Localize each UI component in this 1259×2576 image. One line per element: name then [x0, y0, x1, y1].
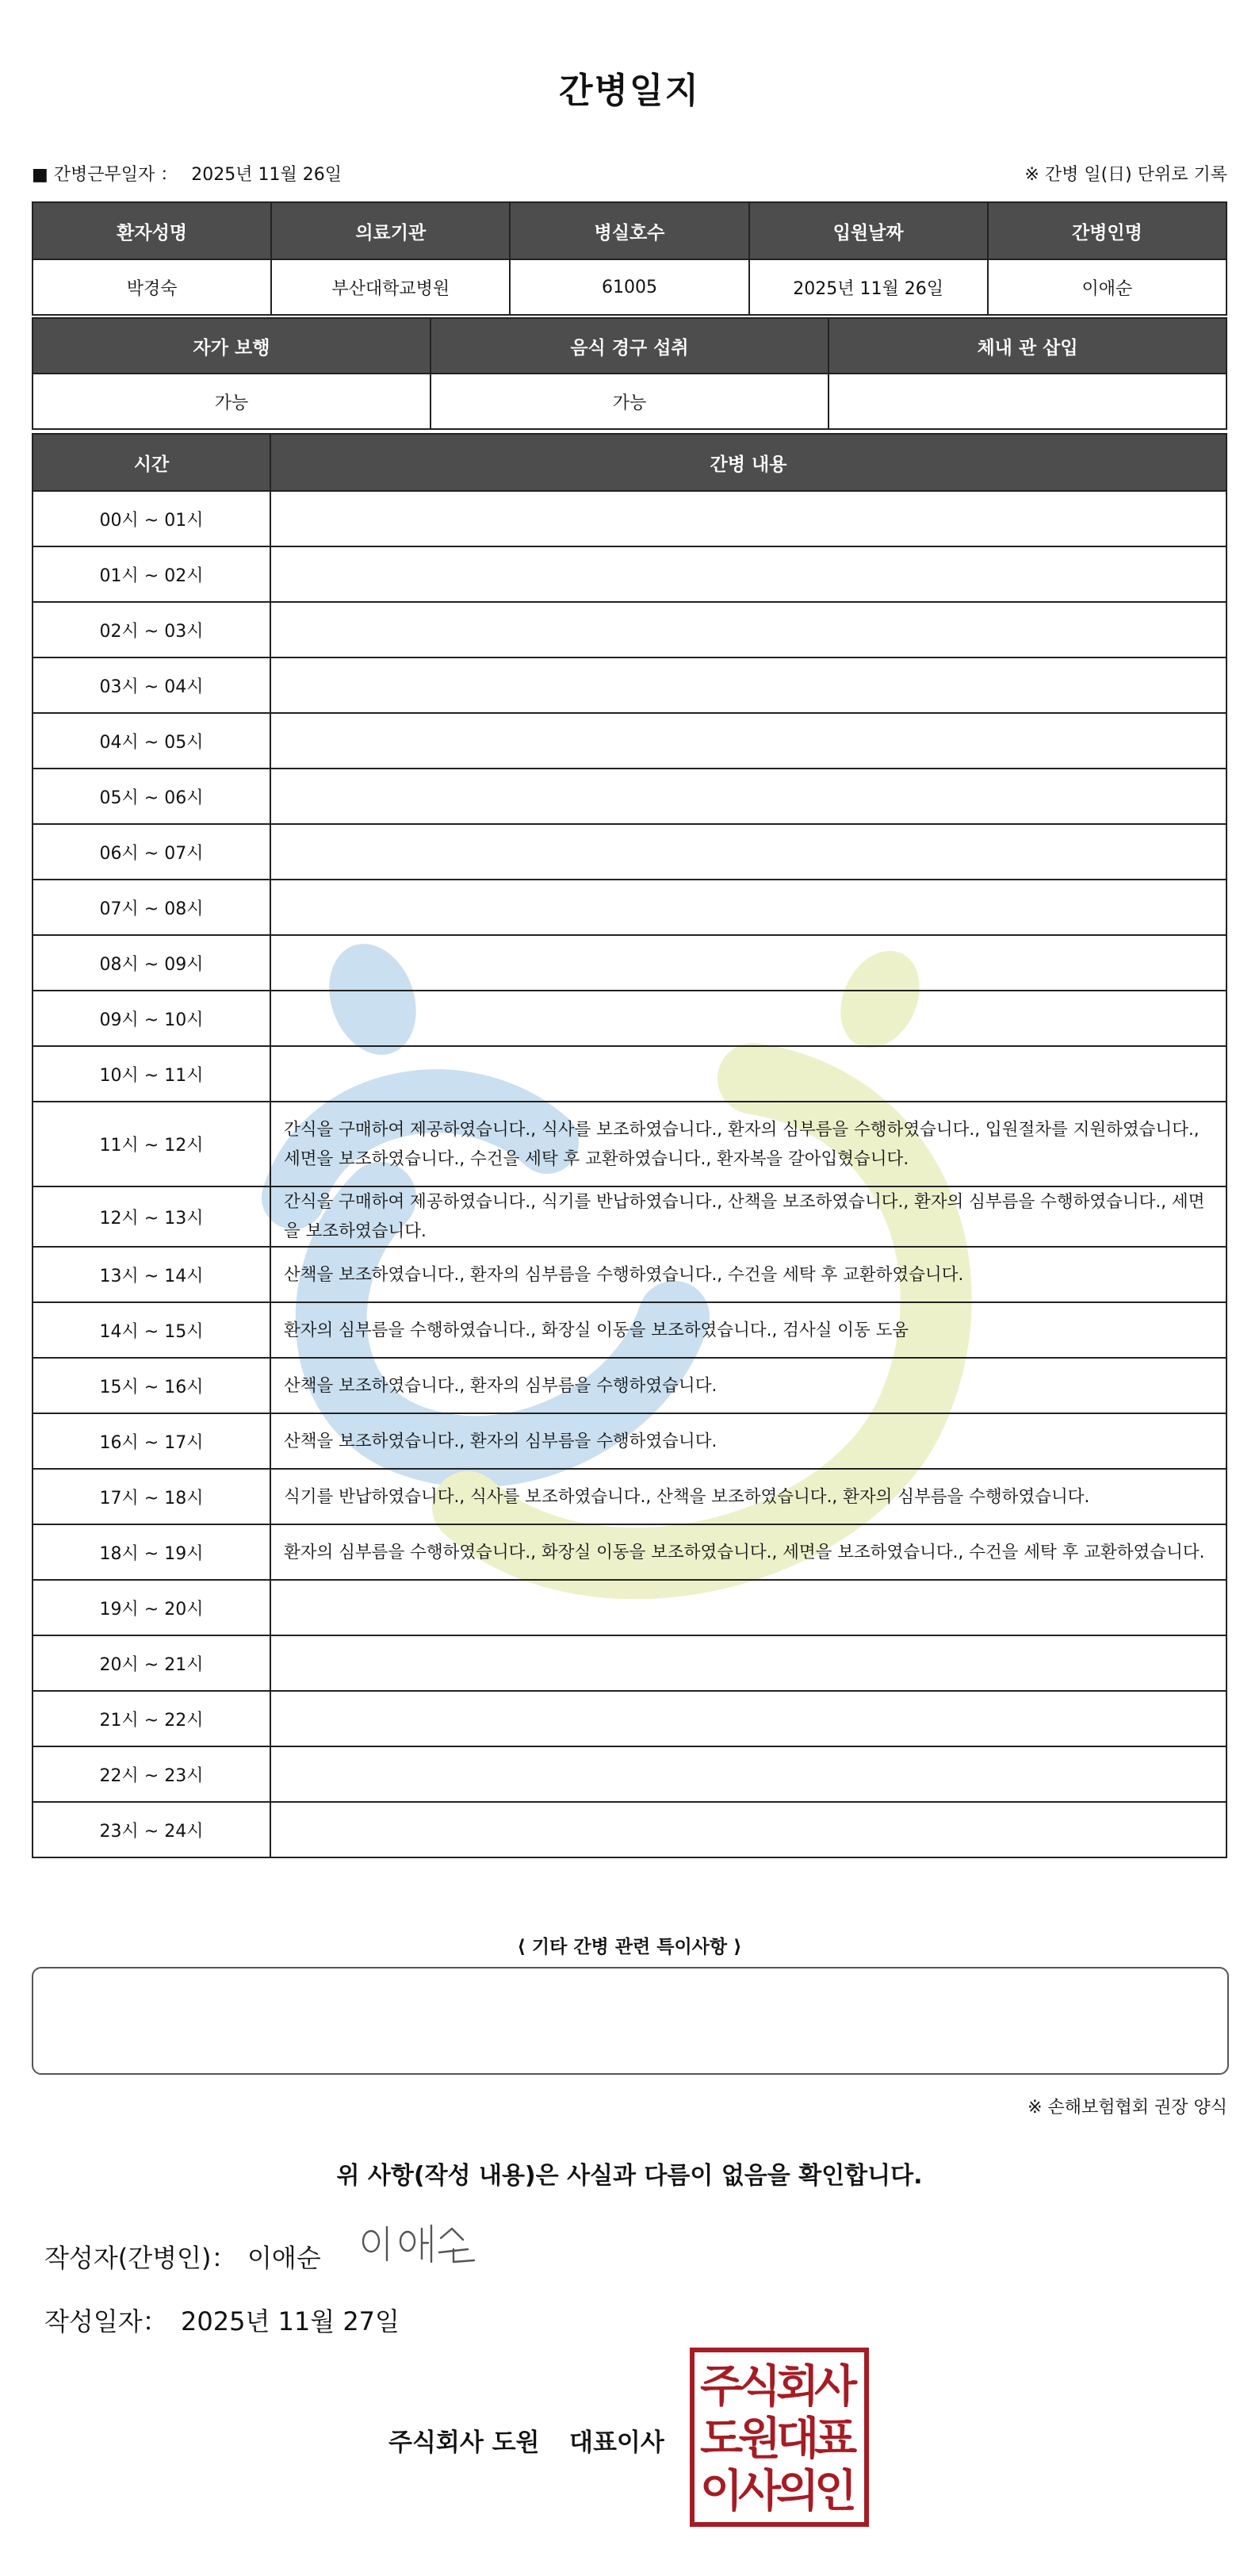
svg-text:도: 도: [699, 2413, 744, 2465]
care-content: [270, 1691, 1226, 1746]
time-slot: 16시 ~ 17시: [33, 1413, 270, 1469]
care-content: [270, 546, 1226, 602]
self-walking-value: 가능: [33, 374, 431, 429]
care-log-row: [33, 1746, 1226, 1802]
care-log-row: [33, 1302, 1226, 1358]
care-log-row: [33, 880, 1226, 935]
time-slot: 01시 ~ 02시: [33, 546, 270, 602]
care-content: [270, 935, 1226, 991]
time-slot: 17시 ~ 18시: [33, 1469, 270, 1524]
time-slot: 15시 ~ 16시: [33, 1358, 270, 1413]
care-content: 환자의 심부름을 수행하였습니다., 화장실 이동을 보조하였습니다., 세면을 보조하였습니다., 수건을 세탁 후 교환하였습니다.: [270, 1524, 1226, 1580]
care-content: 간식을 구매하여 제공하였습니다., 식사를 보조하였습니다., 환자의 심부름을 수행하였습니다., 입원절차를 지원하였습니다., 세면을 보조하였습니다., 수건을 세탁 후 교환하였습니다., 환자복을 갈아입혔습니다.: [270, 1102, 1226, 1186]
hospital-name: 부산대학교병원: [271, 259, 510, 315]
care-content: [270, 824, 1226, 880]
time-slot: 04시 ~ 05시: [33, 713, 270, 769]
care-log-row: [33, 1580, 1226, 1635]
work-date-label: ■ 간병근무일자 ：: [32, 165, 178, 185]
room-number-header: 병실호수: [510, 202, 748, 259]
ceo-title: 대표이사: [569, 2428, 664, 2457]
care-content: [270, 1746, 1226, 1802]
care-log-row: [33, 1469, 1226, 1524]
self-walking-header: 자가 보행: [33, 318, 431, 374]
care-log-row: [33, 1247, 1226, 1302]
care-content: [270, 602, 1226, 657]
time-slot: 00시 ~ 01시: [33, 491, 270, 546]
care-log-row: [33, 824, 1226, 880]
care-log-row: [33, 1186, 1226, 1247]
time-slot: 07시 ~ 08시: [33, 880, 270, 935]
patient-status-table: [32, 317, 1227, 430]
record-note: ※ 간병 일(日) 단위로 기록: [1024, 165, 1227, 185]
care-content: [270, 769, 1226, 824]
work-date: [32, 161, 342, 186]
svg-text:식: 식: [737, 2361, 782, 2413]
care-content-column-header: 간병 내용: [270, 434, 1226, 491]
time-slot: 14시 ~ 15시: [33, 1302, 270, 1358]
care-content: 산책을 보조하였습니다., 환자의 심부름을 수행하였습니다.: [270, 1358, 1226, 1413]
care-content: 환자의 심부름을 수행하였습니다., 화장실 이동을 보조하였습니다., 검사실 이동 도움: [270, 1302, 1226, 1358]
admission-date-header: 입원날짜: [749, 202, 988, 259]
care-content: [270, 991, 1226, 1046]
company-name: 주식회사 도원: [388, 2428, 540, 2457]
care-log-row: [33, 602, 1226, 657]
special-notes-title: ⟨ 기타 간병 관련 특이사항 ⟩: [517, 1937, 742, 1957]
time-slot: 18시 ~ 19시: [33, 1524, 270, 1580]
confirmation-statement: 위 사항(작성 내용)은 사실과 다름이 없음을 확인합니다.: [336, 2162, 923, 2190]
care-content: [270, 713, 1226, 769]
handwritten-signature: [355, 2221, 490, 2276]
company-seal-stamp: [690, 2348, 869, 2527]
written-date-value: 2025년 11월 27일: [181, 2306, 400, 2336]
care-log-rows: [33, 491, 1226, 1857]
written-date-label: 작성일자：: [44, 2306, 168, 2336]
svg-text:표: 표: [813, 2413, 858, 2465]
time-slot: 19시 ~ 20시: [33, 1580, 270, 1635]
caregiver-name-header: 간병인명: [988, 202, 1226, 259]
care-content: 식기를 반납하였습니다., 식사를 보조하였습니다., 산책을 보조하였습니다., 환자의 심부름을 수행하였습니다.: [270, 1469, 1226, 1524]
care-log-row: [33, 1635, 1226, 1691]
form-source-note: ※ 손해보험협회 권장 양식: [1027, 2098, 1227, 2118]
oral-intake-value: 가능: [431, 374, 828, 429]
care-log-row: [33, 1691, 1226, 1746]
care-log-table: [32, 433, 1227, 1858]
patient-info-table: [32, 201, 1227, 316]
admission-date: 2025년 11월 26일: [749, 259, 988, 315]
svg-text:인: 인: [813, 2466, 858, 2517]
care-log-row: [33, 1358, 1226, 1413]
care-content: 산책을 보조하였습니다., 환자의 심부름을 수행하였습니다.: [270, 1413, 1226, 1469]
special-notes-box: [32, 1967, 1229, 2075]
patient-name: 박경숙: [33, 259, 271, 315]
time-slot: 11시 ~ 12시: [33, 1102, 270, 1186]
care-log-row: [33, 713, 1226, 769]
care-content: [270, 880, 1226, 935]
svg-text:주: 주: [699, 2361, 744, 2413]
time-slot: 05시 ~ 06시: [33, 769, 270, 824]
time-slot: 06시 ~ 07시: [33, 824, 270, 880]
care-log-row: [33, 1802, 1226, 1857]
care-log-row: [33, 491, 1226, 546]
svg-text:대: 대: [775, 2413, 820, 2465]
care-content: [270, 491, 1226, 546]
care-content: [270, 1635, 1226, 1691]
oral-intake-header: 음식 경구 섭취: [431, 318, 828, 374]
writer-label: 작성자(간병인)：: [44, 2243, 237, 2273]
care-log-row: [33, 935, 1226, 991]
care-content: [270, 1802, 1226, 1857]
care-log-row: [33, 991, 1226, 1046]
svg-text:사: 사: [737, 2466, 782, 2517]
time-slot: 12시 ~ 13시: [33, 1186, 270, 1247]
time-column-header: 시간: [33, 434, 270, 491]
time-slot: 09시 ~ 10시: [33, 991, 270, 1046]
tube-insertion-header: 체내 관 삽입: [828, 318, 1226, 374]
care-log-row: [33, 1524, 1226, 1580]
time-slot: 02시 ~ 03시: [33, 602, 270, 657]
svg-text:사: 사: [813, 2361, 858, 2413]
hospital-header: 의료기관: [271, 202, 510, 259]
writer-name: 이애순: [247, 2243, 321, 2273]
care-log-row: [33, 1046, 1226, 1102]
care-log-row: [33, 657, 1226, 713]
time-slot: 08시 ~ 09시: [33, 935, 270, 991]
care-content: [270, 1046, 1226, 1102]
care-content: [270, 657, 1226, 713]
time-slot: 21시 ~ 22시: [33, 1691, 270, 1746]
tube-insertion-value: [828, 374, 1226, 429]
svg-text:원: 원: [737, 2413, 782, 2465]
care-log-row: [33, 1413, 1226, 1469]
svg-text:의: 의: [775, 2466, 820, 2517]
page-title: 간병일지: [558, 71, 700, 111]
svg-text:회: 회: [775, 2361, 820, 2413]
care-content: [270, 1580, 1226, 1635]
care-log-row: [33, 769, 1226, 824]
care-log-row: [33, 1102, 1226, 1186]
time-slot: 10시 ~ 11시: [33, 1046, 270, 1102]
caregiver-name: 이애순: [988, 259, 1226, 315]
patient-name-header: 환자성명: [33, 202, 271, 259]
work-date-value: 2025년 11월 26일: [191, 165, 342, 185]
care-content: 산책을 보조하였습니다., 환자의 심부름을 수행하였습니다., 수건을 세탁 후 교환하였습니다.: [270, 1247, 1226, 1302]
care-log-row: [33, 546, 1226, 602]
time-slot: 20시 ~ 21시: [33, 1635, 270, 1691]
room-number: 61005: [510, 259, 748, 315]
svg-text:이: 이: [699, 2466, 744, 2517]
time-slot: 22시 ~ 23시: [33, 1746, 270, 1802]
time-slot: 23시 ~ 24시: [33, 1802, 270, 1857]
time-slot: 13시 ~ 14시: [33, 1247, 270, 1302]
care-content: 간식을 구매하여 제공하였습니다., 식기를 반납하였습니다., 산책을 보조하였습니다., 환자의 심부름을 수행하였습니다., 세면을 보조하였습니다.: [270, 1186, 1226, 1247]
time-slot: 03시 ~ 04시: [33, 657, 270, 713]
